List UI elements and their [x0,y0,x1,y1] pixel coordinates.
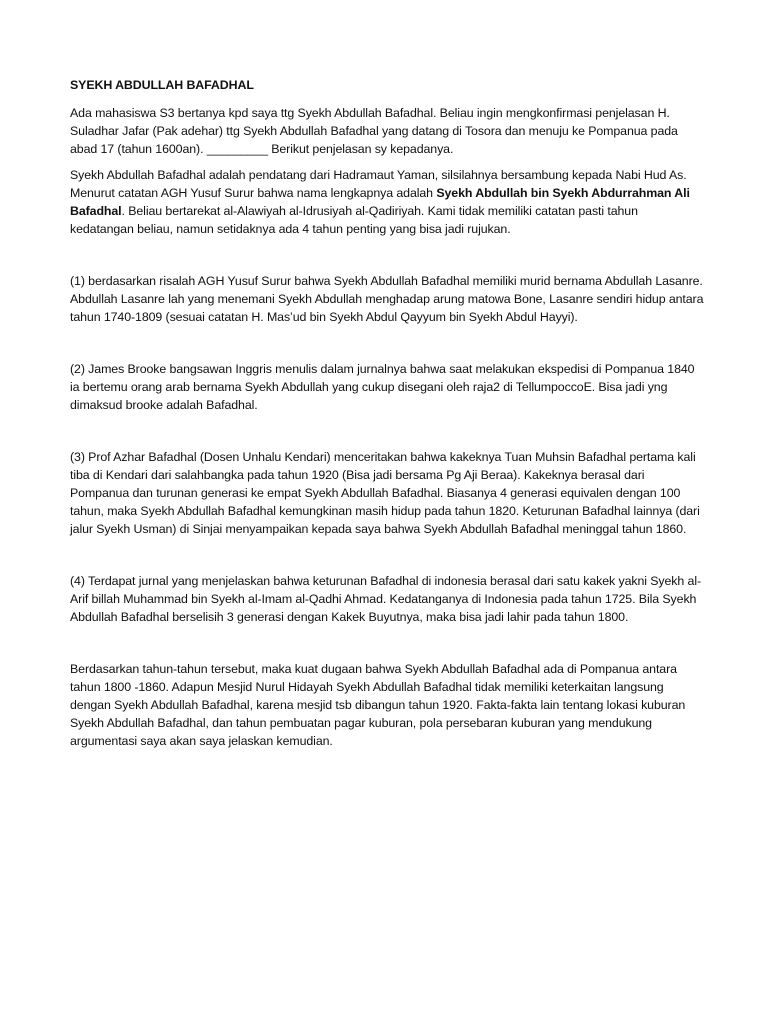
paragraph-conclusion: Berdasarkan tahun-tahun tersebut, maka kuat dugaan bahwa Syekh Abdullah Bafadhal ada di Pompanua antara tahun 1800 -1860. Adapun Mesjid Nurul Hidayah Syekh Abdullah Bafadhal tidak memiliki keterkaitan langsung dengan Syekh Abdullah Bafadhal, karena mesjid tsb dibangun tahun 1920. Fakta-fakta lain tentang lokasi kuburan Syekh Abdullah Bafadhal, dan tahun pembuatan pagar kuburan, pola persebaran kuburan yang mendukung argumentasi saya akan saya jelaskan kemudian. [70,662,686,748]
paragraph-origin-text-b: . Beliau bertarekat al-Alawiyah al-Idrusiyah al-Qadiriyah. Kami tidak memiliki catatan pasti tahun kedatangan beliau, namun setidaknya ada 4 tahun penting yang bisa jadi rujukan. [70,204,638,236]
paragraph-point-4: (4) Terdapat jurnal yang menjelaskan bahwa keturunan Bafadhal di indonesia berasal dari satu kakek yakni Syekh al-Arif billah Muhammad bin Syekh al-Imam al-Qadhi Ahmad. Kedatanganya di Indonesia pada tahun 1725. Bila Syekh Abdullah Bafadhal berselisih 3 generasi dengan Kakek Buyutnya, maka bisa jadi lahir pada tahun 1800. [70,574,702,624]
paragraph-origin-text-a: Syekh Abdullah Bafadhal adalah pendatang dari Hadramaut Yaman, silsilahnya bersambung kepada Nabi Hud As. Menurut catatan AGH Yusuf Surur bahwa nama lengkapnya adalah [70,168,687,200]
document-body [70,76,704,750]
full-name-bold: Syekh Abdullah bin Syekh Abdurrahman Ali Bafadhal [70,186,690,218]
document-title: SYEKH ABDULLAH BAFADHAL [70,78,254,92]
paragraph-point-1: (1) berdasarkan risalah AGH Yusuf Surur bahwa Syekh Abdullah Bafadhal memiliki murid bernama Abdullah Lasanre. Abdullah Lasanre lah yang menemani Syekh Abdullah menghadap arung matowa Bone, Lasanre sendiri hidup antara tahun 1740-1809 (sesuai catatan H. Mas’ud bin Syekh Abdul Qayyum bin Syekh Abdul Hayyi). [70,274,704,324]
paragraph-point-2: (2) James Brooke bangsawan Inggris menulis dalam jurnalnya bahwa saat melakukan ekspedisi di Pompanua 1840 ia bertemu orang arab bernama Syekh Abdullah yang cukup disegani oleh raja2 di TellumpoccoE. Bisa jadi yng dimaksud brooke adalah Bafadhal. [70,362,695,412]
paragraph-origin [70,166,704,238]
paragraph-point-3: (3) Prof Azhar Bafadhal (Dosen Unhalu Kendari) menceritakan bahwa kakeknya Tuan Muhsin Bafadhal pertama kali tiba di Kendari dari salahbangka pada tahun 1920 (Bisa jadi bersama Pg Aji Beraa). Kakeknya berasal dari Pompanua dan turunan generasi ke empat Syekh Abdullah Bafadhal. Biasanya 4 generasi equivalen dengan 100 tahun, maka Syekh Abdullah Bafadhal kemungkinan masih hidup pada tahun 1820. Keturunan Bafadhal lainnya (dari jalur Syekh Usman) di Sinjai menyampaikan kepada saya bahwa Syekh Abdullah Bafadhal meninggal tahun 1860. [70,450,700,536]
paragraph-intro: Ada mahasiswa S3 bertanya kpd saya ttg Syekh Abdullah Bafadhal. Beliau ingin mengkonfirmasi penjelasan H. Suladhar Jafar (Pak adehar) ttg Syekh Abdullah Bafadhal yang datang di Tosora dan menuju ke Pompanua pada abad 17 (tahun 1600an). _________ Berikut penjelasan sy kepadanya. [70,106,678,156]
